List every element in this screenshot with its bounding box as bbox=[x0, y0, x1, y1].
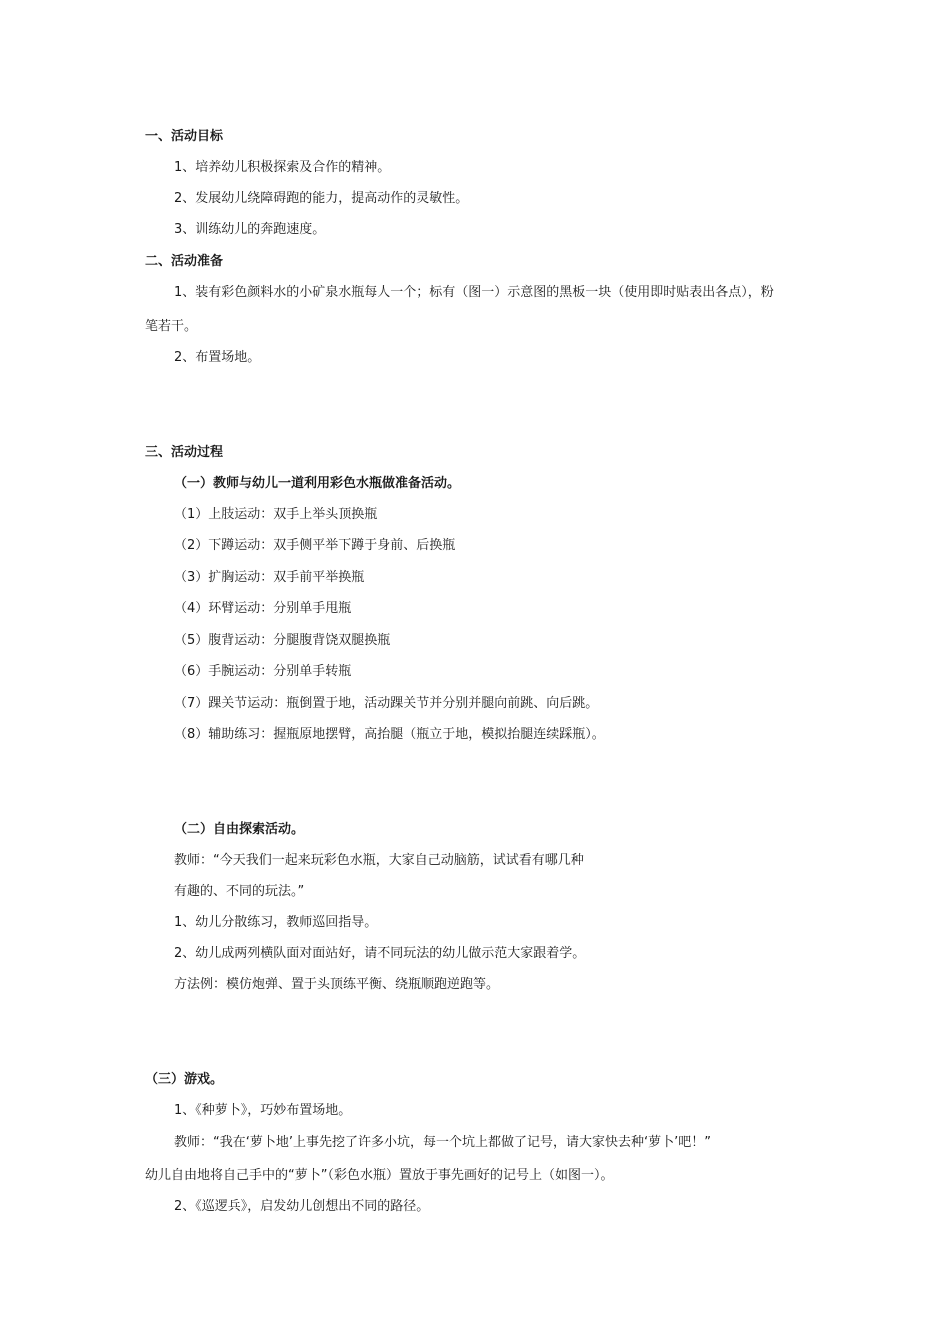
exercise-item: （8）辅助练习：握瓶原地摆臂，高抬腿（瓶立于地，模拟抬腿连续踩瓶）。 bbox=[174, 727, 605, 742]
goal-item: 2、发展幼儿绕障碍跑的能力，提高动作的灵敏性。 bbox=[174, 191, 469, 206]
subsection-heading-warmup: （一）教师与幼儿一道利用彩色水瓶做准备活动。 bbox=[174, 476, 461, 491]
game-item: 1、《种萝卜》，巧妙布置场地。 bbox=[174, 1103, 352, 1118]
explore-item: 1、幼儿分散练习，教师巡回指导。 bbox=[174, 915, 378, 930]
teacher-quote-line: 教师：“今天我们一起来玩彩色水瓶，大家自己动脑筋，试试看有哪几种 bbox=[174, 853, 584, 868]
section-heading-preparation: 二、活动准备 bbox=[145, 254, 224, 269]
subsection-heading-explore: （二）自由探索活动。 bbox=[174, 822, 305, 837]
subsection-heading-game: （三）游戏。 bbox=[145, 1072, 224, 1087]
exercise-item: （4）环臂运动：分别单手甩瓶 bbox=[174, 601, 352, 616]
prep-item: 2、布置场地。 bbox=[174, 350, 261, 365]
exercise-item: （1）上肢运动：双手上举头顶换瓶 bbox=[174, 507, 378, 522]
teacher-quote-line: 有趣的、不同的玩法。” bbox=[174, 884, 305, 899]
exercise-item: （5）腹背运动：分腿腹背饶双腿换瓶 bbox=[174, 633, 391, 648]
exercise-item: （2）下蹲运动：双手侧平举下蹲于身前、后换瓶 bbox=[174, 538, 456, 553]
section-heading-goals: 一、活动目标 bbox=[145, 129, 224, 144]
section-heading-process: 三、活动过程 bbox=[145, 445, 224, 460]
prep-item-line: 1、装有彩色颜料水的小矿泉水瓶每人一个；标有（图一）示意图的黑板一块（使用即时贴表出各点），粉 bbox=[174, 285, 774, 300]
exercise-item: （6）手腕运动：分别单手转瓶 bbox=[174, 664, 352, 679]
explore-item: 方法例：模仿炮弹、置于头顶练平衡、绕瓶顺跑逆跑等。 bbox=[174, 977, 500, 992]
exercise-item: （3）扩胸运动：双手前平举换瓶 bbox=[174, 570, 365, 585]
teacher-quote: 教师：“我在‘萝卜地’上事先挖了许多小坑，每一个坑上都做了记号，请大家快去种‘萝卜’吧！” bbox=[174, 1135, 711, 1150]
game-item: 2、《巡逻兵》，启发幼儿创想出不同的路径。 bbox=[174, 1199, 430, 1214]
explore-item: 2、幼儿成两列横队面对面站好，请不同玩法的幼儿做示范大家跟着学。 bbox=[174, 946, 586, 961]
exercise-item: （7）踝关节运动：瓶倒置于地，活动踝关节并分别并腿向前跳、向后跳。 bbox=[174, 696, 599, 711]
goal-item: 1、培养幼儿积极探索及合作的精神。 bbox=[174, 160, 391, 175]
game-description: 幼儿自由地将自己手中的“萝卜”（彩色水瓶）置放于事先画好的记号上（如图一）。 bbox=[145, 1168, 614, 1183]
prep-item-line: 笔若干。 bbox=[145, 319, 198, 334]
goal-item: 3、训练幼儿的奔跑速度。 bbox=[174, 222, 326, 237]
